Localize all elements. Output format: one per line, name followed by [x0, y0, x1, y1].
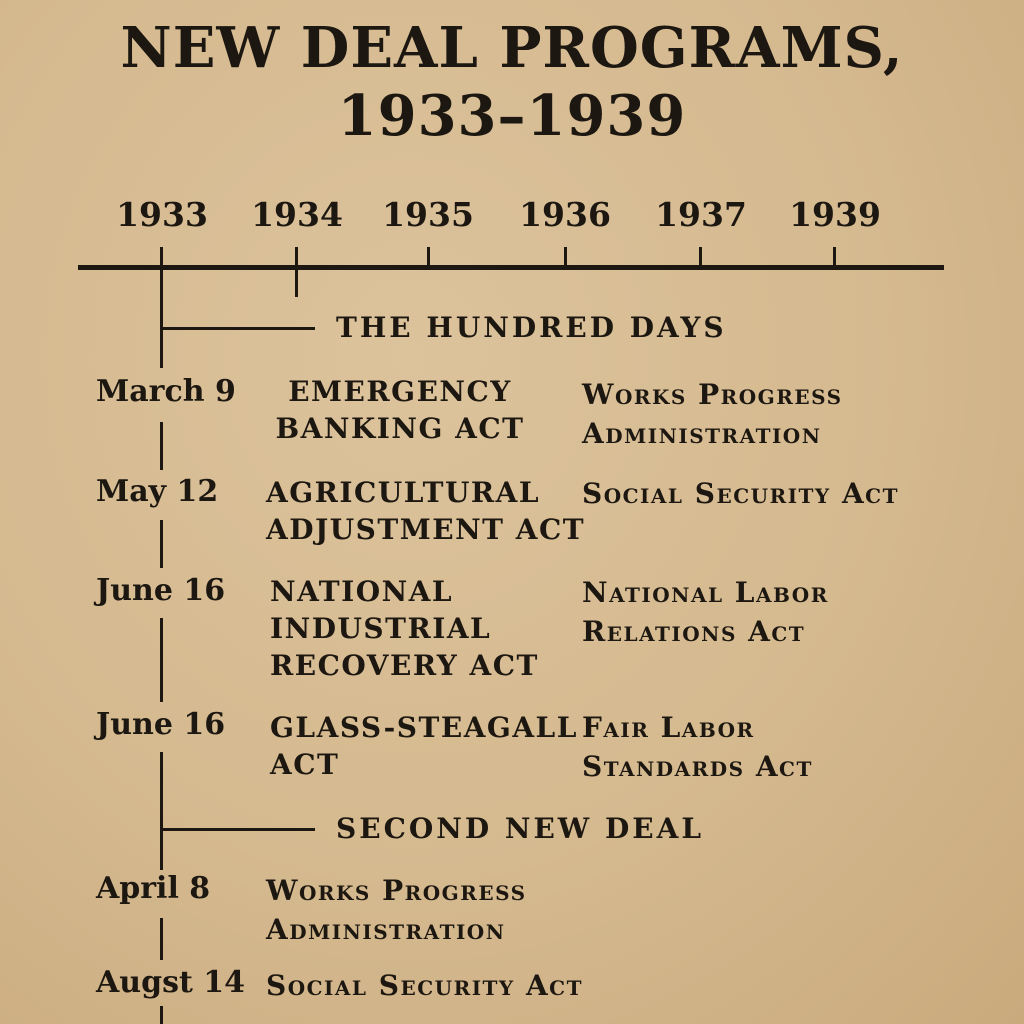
- title-line-1: NEW DEAL PROGRAMS,: [120, 15, 904, 81]
- connector-segment: [160, 520, 163, 568]
- tick-1934: [295, 247, 298, 297]
- tick-1935: [427, 247, 430, 270]
- section-label-second-new-deal: SECOND NEW DEAL: [336, 812, 705, 845]
- connector-segment: [160, 422, 163, 470]
- year-label-1937: 1937: [655, 195, 747, 234]
- right-column-act: Works Progress Administration: [582, 378, 843, 450]
- tick-1937: [699, 247, 702, 270]
- connector-segment: [160, 1006, 163, 1024]
- year-label-1939: 1939: [789, 195, 881, 234]
- connector-segment: [160, 918, 163, 960]
- event-date: June 16: [96, 573, 226, 608]
- timeline-axis: [78, 265, 944, 270]
- tick-1936: [564, 247, 567, 270]
- event-date: April 8: [96, 871, 211, 906]
- right-column-act: Fair Labor Standards Act: [582, 711, 813, 783]
- event-act: Works Progress Administration: [266, 874, 527, 946]
- tick-1933: [160, 247, 163, 270]
- connector-segment: [160, 752, 163, 870]
- hundred-days-branch: [160, 327, 315, 330]
- event-act: NATIONAL INDUSTRIAL RECOVERY ACT: [270, 575, 539, 682]
- tick-1939: [833, 247, 836, 270]
- event-act: EMERGENCY BANKING ACT: [275, 375, 525, 445]
- section-label-hundred-days: THE HUNDRED DAYS: [336, 311, 727, 344]
- event-date: June 16: [96, 707, 226, 742]
- title-line-2: 1933–1939: [337, 83, 687, 149]
- second-new-deal-branch: [160, 828, 315, 831]
- year-label-1933: 1933: [116, 195, 208, 234]
- event-act: GLASS-STEAGALL ACT: [270, 711, 578, 781]
- event-date: May 12: [96, 474, 219, 509]
- event-date: March 9: [96, 374, 236, 409]
- event-act: Social Security Act: [266, 969, 583, 1002]
- event-date: Augst 14: [96, 965, 246, 1000]
- connector-segment: [160, 268, 163, 368]
- year-label-1936: 1936: [519, 195, 611, 234]
- connector-segment: [160, 618, 163, 702]
- event-act: AGRICULTURAL ADJUSTMENT ACT: [266, 476, 586, 546]
- right-column-act: Social Security Act: [582, 477, 899, 510]
- year-label-1935: 1935: [382, 195, 474, 234]
- year-label-1934: 1934: [251, 195, 343, 234]
- right-column-act: National Labor Relations Act: [582, 576, 829, 648]
